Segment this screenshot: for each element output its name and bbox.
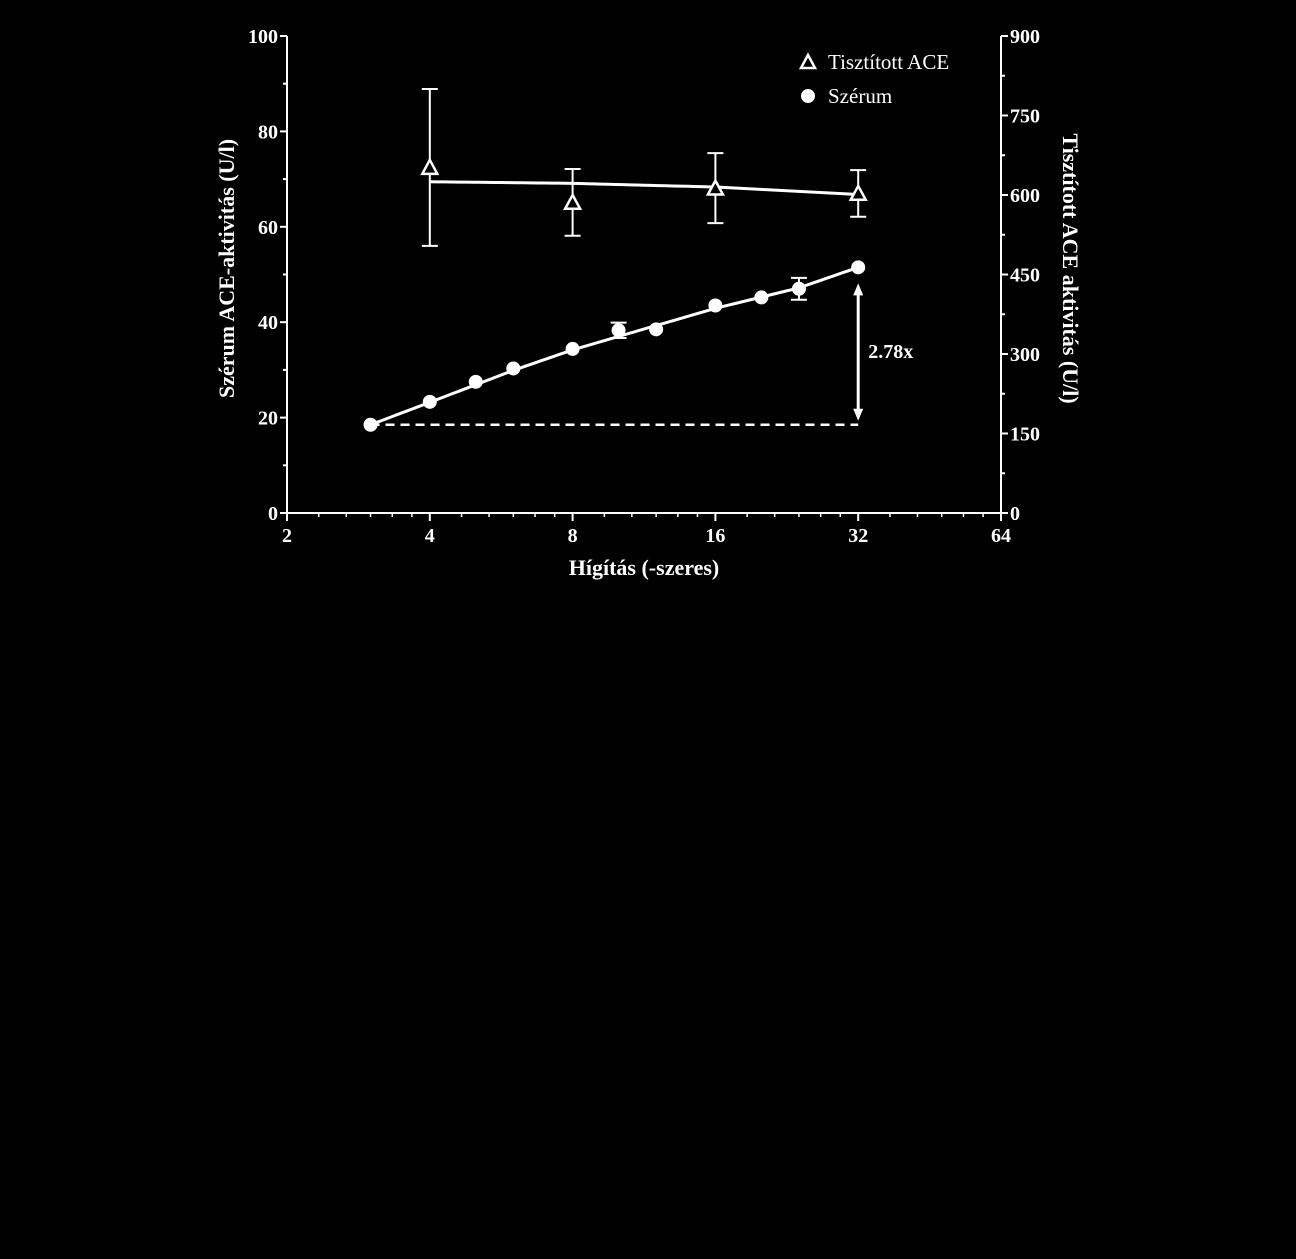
circle-data-point (851, 260, 865, 274)
y-right-tick-label: 600 (1010, 185, 1040, 207)
ratio-annotation-label: 2.78x (868, 341, 914, 364)
x-tick-label: 16 (705, 525, 726, 547)
y-right-tick-label: 450 (1010, 264, 1040, 287)
circle-data-point (506, 361, 520, 375)
legend-label-circle-series: Szérum (828, 84, 893, 108)
y-axis-left-title: Szérum ACE-aktivitás (U/l) (214, 138, 239, 399)
x-tick-label: 32 (848, 525, 869, 547)
circle-data-point (469, 375, 483, 389)
y-right-tick-label: 150 (1010, 423, 1040, 446)
y-right-tick-label: 900 (1010, 26, 1040, 48)
y-left-tick-label: 80 (258, 121, 278, 144)
circle-data-point (423, 395, 437, 409)
x-tick-label: 2 (282, 525, 292, 547)
y-left-tick-label: 0 (268, 503, 278, 525)
y-right-tick-label: 750 (1010, 105, 1040, 128)
circle-data-point (566, 342, 580, 356)
y-left-tick-label: 40 (258, 312, 278, 335)
legend-circle-marker (801, 89, 815, 103)
y-axis-right-title: Tisztított ACE aktivitás (U/l) (1058, 133, 1083, 404)
y-right-tick-label: 300 (1010, 344, 1040, 366)
circle-data-point (708, 299, 722, 313)
legend-label-triangle-series: Tisztított ACE (828, 50, 950, 74)
x-axis-title: Hígítás (-szeres) (568, 555, 720, 580)
x-tick-label: 8 (567, 525, 578, 547)
x-tick-label: 64 (991, 525, 1011, 547)
y-left-tick-label: 60 (258, 216, 278, 239)
y-left-tick-label: 20 (258, 407, 278, 430)
y-left-tick-label: 100 (248, 26, 278, 48)
x-tick-label: 4 (424, 525, 435, 547)
circle-data-point (612, 323, 626, 337)
circle-data-point (792, 282, 806, 296)
circle-data-point (754, 290, 768, 304)
circle-data-point (364, 418, 378, 432)
circle-data-point (649, 322, 663, 336)
y-right-tick-label: 0 (1010, 503, 1020, 525)
